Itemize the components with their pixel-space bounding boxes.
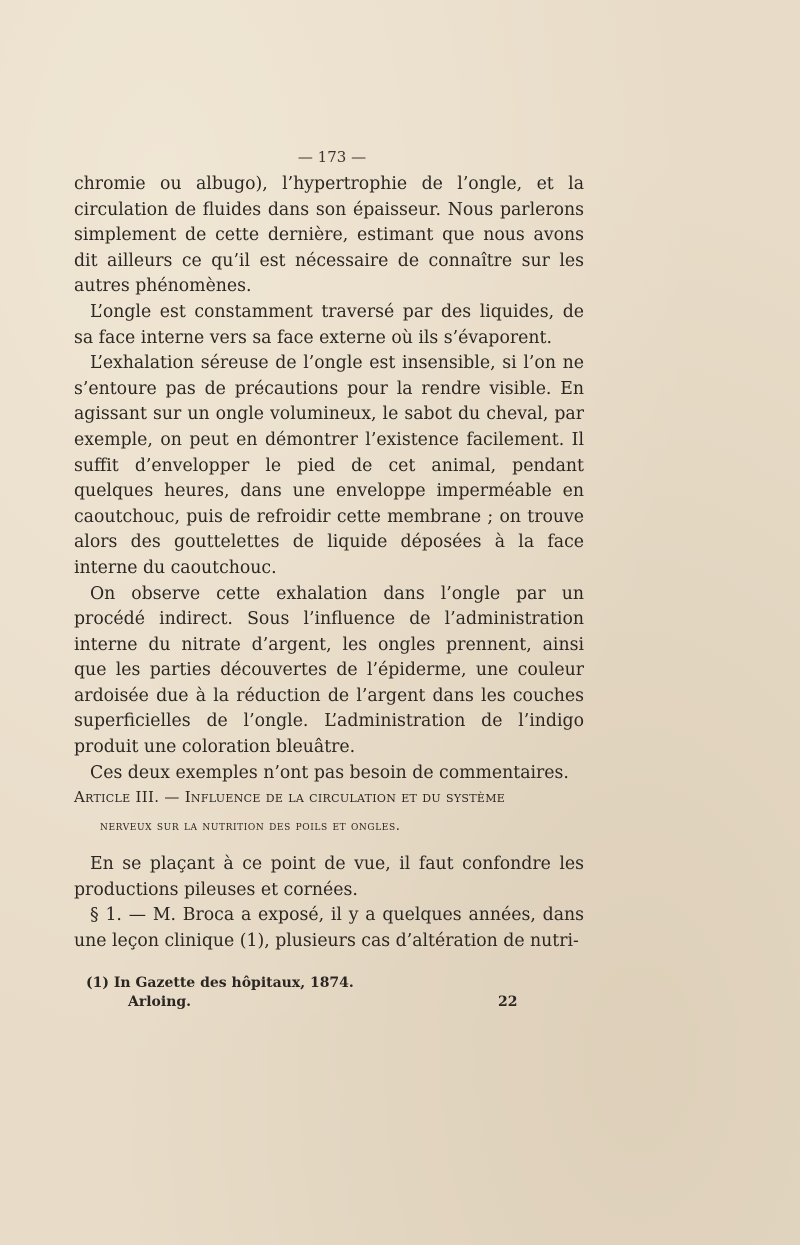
paragraph: En se plaçant à ce point de vue, il faut confondre les productions pileuses et cornées. (74, 854, 584, 900)
section-heading (74, 782, 584, 842)
paragraph: L’ongle est constamment traversé par des liquides, de sa face interne vers sa face externe où ils s’évaporent. (74, 301, 584, 348)
paragraph: chromie ou albugo), l’hypertrophie de l’ongle, et la circulation de fluides dans son épaisseur. Nous parlerons simplement de cette dernière, estimant que nous avons dit ailleurs ce qu’il est nécessaire de connaître sur les autres phénomènes. (74, 174, 584, 297)
paragraph: On observe cette exhalation dans l’ongle par un procédé indirect. Sous l’influence de l’administration interne du nitrate d’argent, les ongles prennent, ainsi que les parties découvertes de l’épiderme, une couleur ardoisée due à la réduction de l’argent dans les couches superficielles de l’ongle. L’administration de l’indigo produit une coloration bleuâtre. (74, 583, 584, 758)
body-text-top (74, 172, 584, 786)
body-text-bottom (74, 852, 584, 954)
paragraph: § 1. — M. Broca a exposé, il y a quelques années, dans une leçon clinique (1), plusieurs cas d’altération de nutri- (74, 905, 584, 951)
section-heading-line-1: Article III. — Influence de la circulation et du système (74, 788, 506, 806)
sheet-number: 22 (498, 994, 518, 1010)
footnote: (1) In Gazette des hôpitaux, 1874. (86, 975, 354, 991)
paragraph: L’exhalation séreuse de l’ongle est insensible, si l’on ne s’entoure pas de précautions pour la rendre visible. En agissant sur un ongle volumineux, le sabot du cheval, par exemple, on peut en démontrer l’existence facilement. Il suffit d’envelopper le pied de cet animal, pendant quelques heures, dans une enveloppe imperméable en caoutchouc, puis de refroidir cette membrane ; on trouve alors des gouttelettes de liquide déposées à la face interne du caoutchouc. (74, 353, 584, 578)
signature-mark: Arloing. (128, 994, 192, 1010)
section-heading-line-2: nerveux sur la nutrition des poils et ongles. (100, 819, 401, 834)
paragraph: Ces deux exemples n’ont pas besoin de commentaires. (90, 762, 569, 783)
page-number: — 173 — (297, 148, 367, 166)
